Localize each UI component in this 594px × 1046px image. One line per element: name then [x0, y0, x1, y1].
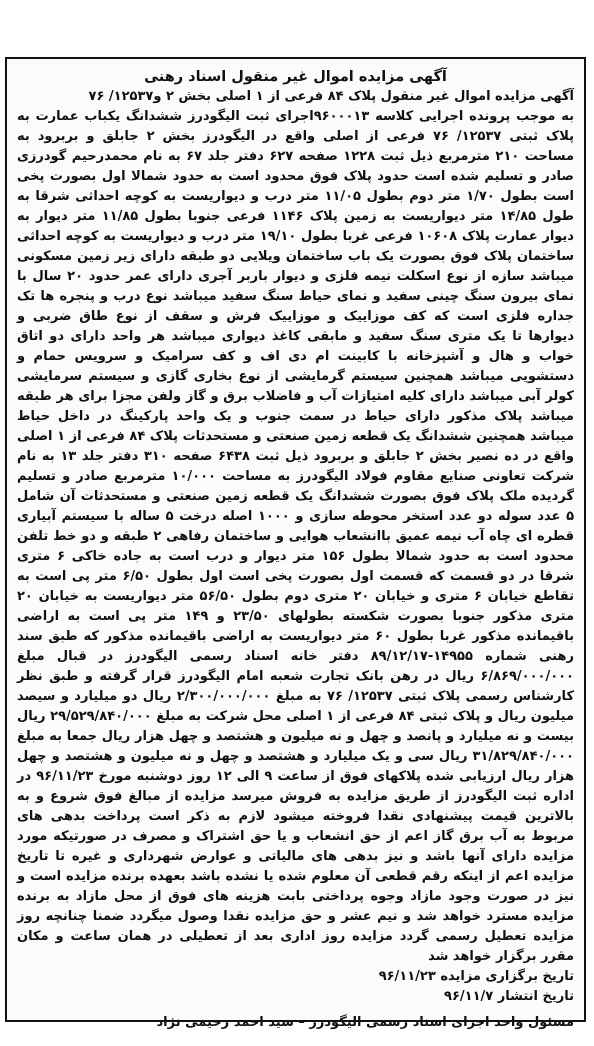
notice-body: به موجب پرونده اجرایی کلاسه ۹۶۰۰۰۱۳اجرای ثبت الیگودرز ششدانگ یکباب عمارت به پلاک ثبتی ۱۲۵۳۷/ ۷۶ فرعی از اصلی واقع در الیگودرز بخش ۲ جابلق و بربرود به مساحت ۲۱۰ مترمربع ذیل ثبت ۱۲۲۸ صفحه ۶۲۷ دفتر جلد ۶۷ به نام محمدرحیم گودرزی صادر و تسلیم شده است حدود پلاک فوق محدود است به حدود شمالا اول بصورت پخی است بطول ۱/۷۰ متر دوم بطول ۱۱/۰۵ متر درب و دیواریست به کوچه احداثی شرقا به طول ۱۴/۸۵ متر دیواریست به زمین پلاک ۱۱۴۶ فرعی جنوبا بطول ۱۱/۸۵ متر دیوار به دیوار عمارت پلاک ۱۰۶۰۸ فرعی غربا بطول ۱۹/۱۰ متر درب و دیواریست به کوچه احداثی ساختمان پلاک فوق بصورت یک باب ساختمان ویلایی دو طبقه دارای زیر زمین مسکونی میباشد سازه از نوع اسکلت نیمه فلزی و دیوار باربر آجری دارای عمر حدود ۲۰ سال با نمای بیرون سنگ چینی سفید و نمای حیاط سنگ سفید میباشد نوع درب و پنجره ها تک جداره فلزی است که کف موزاییک و موزاییک فرش و سقف از نوع طاق ضربی و دیوارها تا یک متری سنگ سفید و مابقی کاغذ دیواری میباشد هر واحد دارای دو اتاق خواب و هال و آشپزخانه با کابینت ام دی اف و کف سرامیک و سرویس حمام و دستشویی میباشد همچنین سیستم گرمایشی از نوع بخاری گازی و سیستم سرمایشی کولر آبی میباشد دارای کلیه امتیازات آب و فاضلاب برق و گاز ولفن مجزا برای هر طبقه میباشد پلاک مذکور دارای حیاط در سمت جنوب و یک واحد پارکینگ در داخل حیاط میباشد همچنین ششدانگ یک قطعه زمین صنعتی و مستحدثات پلاک ۸۴ فرعی از ۱ اصلی واقع در ده نصیر بخش ۲ جابلق و بربرود ذیل ثبت ۶۴۳۸ صفحه ۳۱۰ دفتر جلد ۱۳ به نام شرکت تعاونی صنایع مقاوم فولاد الیگودرز به مساحت ۱۰/۰۰۰ مترمربع صادر و تسلیم گردیده ملک پلاک فوق بصورت ششدانگ یک قطعه زمین صنعتی و مستحدثات آن شامل ۵ عدد سوله دو عدد استخر محوطه سازی و ۱۰۰۰ اصله درخت ۵ ساله با سیستم آبیاری قطره ای چاه آب نیمه عمیق باانشعاب هوایی و ساختمان رفاهی ۲ طبقه و دو خط تلفن محدود است به حدود شمالا بطول ۱۵۶ متر دیوار و درب است به جاده خاکی ۶ متری شرقا در دو قسمت که قسمت اول بصورت پخی است اول بطول ۶/۵۰ متر پی است به تقاطع خیابان ۶ متری و خیابان ۲۰ متری دوم بطول ۵۶/۵۰ متر دیواریست به خیابان ۲۰ متری مذکور جنوبا بصورت شکسته بطولهای ۲۳/۵۰ و ۱۴۹ متر پی است به اراضی باقیمانده مذکور غربا بطول ۶۰ متر دیواریست به اراضی باقیمانده مذکور که طبق سند رهنی شماره ۱۴۹۵۵-۸۹/۱۲/۱۷ دفتر خانه اسناد رسمی الیگودرز در قبال مبلغ ۶/۸۶۹/۰۰۰/۰۰۰ ریال در رهن بانک تجارت شعبه امام الیگودرز قرار گرفته و طبق نظر کارشناس رسمی پلاک ثبتی ۱۲۵۳۷/ ۷۶ به مبلغ ۲/۳۰۰/۰۰۰/۰۰۰ ریال دو میلیارد و سیصد میلیون ریال و پلاک ثبتی ۸۴ فرعی از ۱ اصلی محل شرکت به مبلغ ۲۹/۵۲۹/۸۴۰/۰۰۰ ریال بیست و نه میلیارد و پانصد و چهل و نه میلیون و هشتصد و چهل هزار ریال جمعا به مبلغ ۳۱/۸۲۹/۸۴۰/۰۰۰ ریال سی و یک میلیارد و هشتصد و چهل و نه میلیون و هشتصد و چهل هزار ریال ارزیابی شده پلاکهای فوق از ساعت ۹ الی ۱۲ روز دوشنبه مورخ ۹۶/۱۱/۲۳ در اداره ثبت الیگودرز از طریق مزایده به فروش میرسد مزایده از مبالغ فوق شروع و به بالاترین قیمت پیشنهادی نقدا فروخته میشود لازم به ذکر است پرداخت بدهی های مربوط به آب برق گاز اعم از حق انشعاب و یا حق اشتراک و مصرف در صورتیکه مورد مزایده دارای آنها باشد و نیز بدهی های مالیاتی و عوارض شهرداری و غیره تا تاریخ مزایده اعم از اینکه رقم قطعی آن معلوم شده یا نشده باشد بعهده برنده مزایده است و نیز در صورت وجود مازاد وجوه پرداختی بابت هزینه های فوق از محل مازاد به برنده مزایده مسترد خواهد شد و نیم عشر و حق مزایده نقدا وصول میگردد ضمنا چنانچه روز مزایده تعطیل رسمی گردد مزایده روز اداری بعد از تعطیلی در همان ساعت و مکان مقرر برگزار خواهد شد [17, 109, 575, 964]
notice-subtitle: آگهی مزایده اموال غیر منقول پلاک ۸۴ فرعی از ۱ اصلی بخش ۲ و۱۲۵۳۷/ ۷۶ [88, 89, 574, 104]
publish-date-line: تاریخ انتشار ۹۶/۱۱/۷ [444, 989, 574, 1004]
auction-date-line: تاریخ برگزاری مزایده ۹۶/۱۱/۲۳ [378, 969, 574, 984]
notice-content [17, 67, 574, 1046]
signature-line: مسئول واحد اجرای اسناد رسمی الیگودرز – سید احمد رحیمی نژاد [156, 1015, 574, 1030]
notice-box [5, 57, 586, 1030]
notice-title: آگهی مزایده اموال غیر منقول اسناد رهنی [144, 69, 447, 85]
